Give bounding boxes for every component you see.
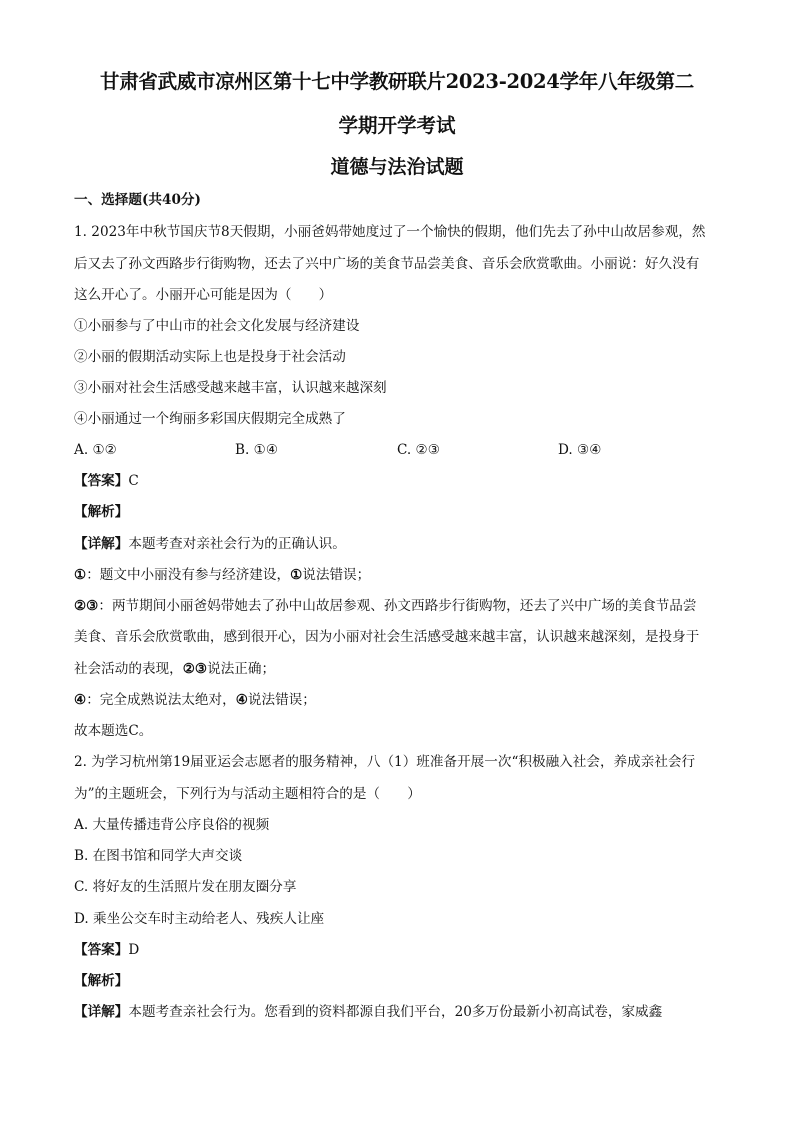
q1-statement-1: ①小丽参与了中山市的社会文化发展与经济建设 <box>74 318 360 334</box>
detail-tag: 【详解】 <box>74 536 129 552</box>
q1-statement-4: ④小丽通过一个绚丽多彩国庆假期完全成熟了 <box>74 411 346 427</box>
answer-tag: 【答案】 <box>74 942 129 958</box>
answer-tag: 【答案】 <box>74 473 129 489</box>
answer-value: D <box>128 942 140 958</box>
exp-tag: ④ <box>235 692 248 708</box>
section-heading: 一、选择题(共40分) <box>74 192 201 208</box>
q1-explanation-2-line-3 <box>74 659 724 679</box>
exp-text: 说法正确； <box>207 661 276 677</box>
q1-analysis-tag: 【解析】 <box>74 504 129 520</box>
exp-text: 说法错误； <box>247 692 316 708</box>
document-title-continued: 学期开学考试 <box>338 114 456 137</box>
answer-value: C <box>128 473 139 489</box>
q1-explanation-2-line-2: 美食、音乐会欣赏歌曲，感到很开心，因为小丽对社会生活感受越来越丰富，认识越来越深刻，是投身于 <box>74 629 700 645</box>
document-subtitle: 道德与法治试题 <box>330 156 464 178</box>
exp-text: ：题文中小丽没有参与经济建设， <box>86 567 291 583</box>
detail-text: 本题考查对亲社会行为的正确认识。 <box>128 536 346 552</box>
exp-text: 说法错误； <box>302 567 371 583</box>
q2-detail <box>74 1002 724 1022</box>
exp-text: ：两节期间小丽爸妈带她去了孙中山故居参观、孙文西路步行街购物，还去了兴中广场的美食节品尝 <box>98 598 697 614</box>
q1-detail <box>74 534 724 554</box>
exp-tag: ① <box>74 567 87 583</box>
exp-text: ：完全成熟说法太绝对， <box>86 692 236 708</box>
q1-statement-3: ③小丽对社会生活感受越来越丰富，认识越来越深刻 <box>74 380 387 396</box>
q1-stem-line-3: 这么开心了。小丽开心可能是因为（ ） <box>74 287 333 303</box>
q2-stem-line-2: 为”的主题班会，下列行为与活动主题相符合的是（ ） <box>74 786 421 802</box>
q1-explanation-1 <box>74 565 724 585</box>
q2-option-d: D. 乘坐公交车时主动给老人、残疾人让座 <box>74 911 325 927</box>
exp-text: 社会活动的表现， <box>74 661 183 677</box>
q1-conclusion: 故本题选C。 <box>74 723 153 739</box>
detail-tag: 【详解】 <box>74 1004 129 1020</box>
q1-stem-line-2: 后又去了孙文西路步行街购物，还去了兴中广场的美食节品尝美食、音乐会欣赏歌曲。小丽说：好久没有 <box>74 256 700 272</box>
q1-option-b: B. ①④ <box>235 442 279 458</box>
q1-statement-2: ②小丽的假期活动实际上也是投身于社会活动 <box>74 349 346 365</box>
q1-answer <box>74 471 724 491</box>
exp-tag: ① <box>290 567 303 583</box>
q1-explanation-3 <box>74 690 724 710</box>
exp-tag: ②③ <box>182 661 208 677</box>
q1-option-d: D. ③④ <box>558 442 602 458</box>
q1-explanation-2-line-1 <box>74 596 724 616</box>
q2-answer <box>74 940 724 960</box>
q1-option-c: C. ②③ <box>397 442 440 458</box>
q2-option-c: C. 将好友的生活照片发在朋友圈分享 <box>74 879 297 895</box>
q2-option-a: A. 大量传播违背公序良俗的视频 <box>74 817 270 833</box>
q1-stem-line-1: 1. 2023年中秋节国庆节8天假期，小丽爸妈带她度过了一个愉快的假期，他们先去了孙中山故居参观，然 <box>74 224 706 240</box>
exp-tag: ②③ <box>74 598 99 614</box>
detail-text: 本题考查亲社会行为。您看到的资料都源自我们平台，20多万份最新小初高试卷，家威鑫 <box>128 1004 663 1020</box>
document-title: 甘肃省武威市凉州区第十七中学教研联片2023-2024学年八年级第二 <box>100 70 694 93</box>
q1-option-a: A. ①② <box>74 442 117 458</box>
exp-tag: ④ <box>74 692 87 708</box>
q2-option-b: B. 在图书馆和同学大声交谈 <box>74 848 243 864</box>
q2-stem-line-1: 2. 为学习杭州第19届亚运会志愿者的服务精神，八（1）班准备开展一次“积极融入社会，养成亲社会行 <box>74 754 696 770</box>
q2-analysis-tag: 【解析】 <box>74 973 129 989</box>
